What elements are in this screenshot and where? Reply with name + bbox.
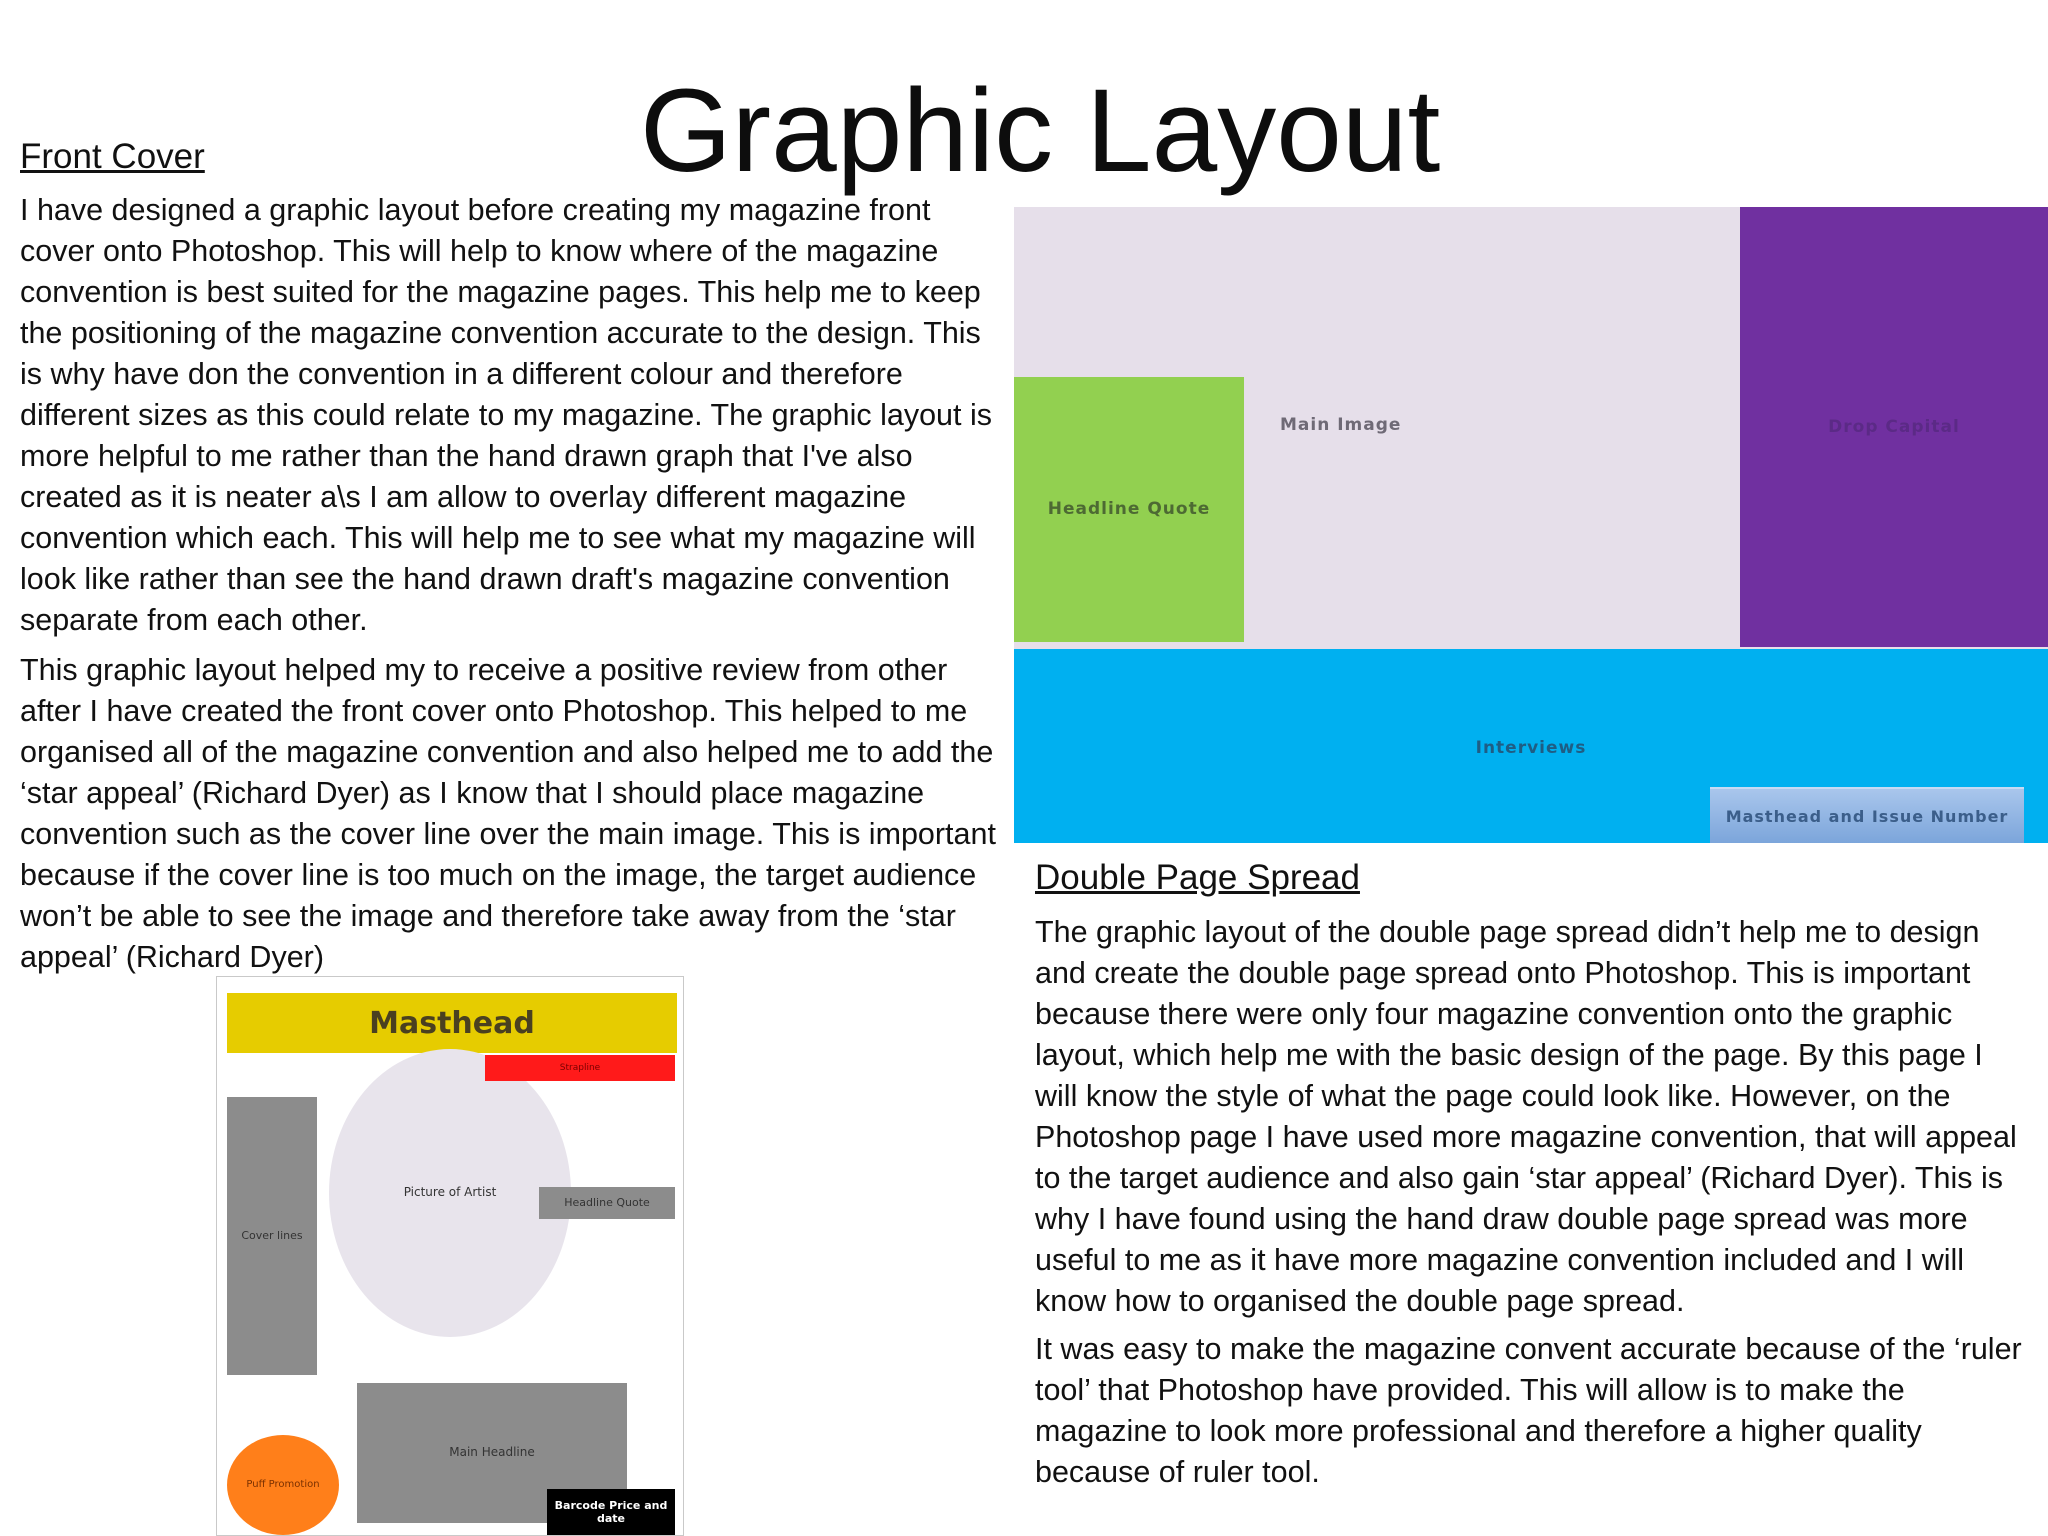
dps-headline-quote-box: Headline Quote — [1014, 377, 1244, 642]
double-page-spread-heading: Double Page Spread — [1035, 858, 1360, 897]
double-page-spread-paragraph-2: It was easy to make the magazine convent accurate because of the ‘ruler tool’ that Photoshop have provided. This will allow is to make the magazine to look more professional and therefore a higher quality because of ruler tool. — [1035, 1332, 2022, 1489]
fc-masthead-box: Masthead — [227, 993, 677, 1053]
dps-masthead-issue-box: Masthead and Issue Number — [1710, 787, 2024, 843]
page-title: Graphic Layout — [640, 65, 1441, 197]
fc-headline-quote-box: Headline Quote — [539, 1187, 675, 1219]
front-cover-heading: Front Cover — [20, 137, 205, 176]
fc-cover-lines-box: Cover lines — [227, 1097, 317, 1375]
fc-main-headline-box: Main Headline — [357, 1383, 627, 1523]
front-cover-paragraph-1: I have designed a graphic layout before creating my magazine front cover onto Photoshop. This will help to know where of the magazine convention is best suited for the magazine pages. This help me to keep the positioning of the magazine convention accurate to the design. This is why have don the convention in a different colour and therefore different sizes as this could relate to my magazine. The graphic layout is more helpful to me rather than the hand drawn graph that I've also created as it is neater a\s I am allow to overlay different magazine convention which each. This will help me to see what my magazine will look like rather than see the hand drawn draft's magazine convention separate from each other. — [20, 193, 992, 637]
front-cover-layout-diagram — [216, 976, 684, 1536]
front-cover-paragraph-2: This graphic layout helped my to receive a positive review from other after I have created the front cover onto Photoshop. This helped to me organised all of the magazine convention and also helped me to add the ‘star appeal’ (Richard Dyer) as I know that I should place magazine convention such as the cover line over the main image. This is important because if the cover line is too much on the image, the target audience won’t be able to see the image and therefore take away from the ‘star appeal’ (Richard Dyer) — [20, 653, 996, 974]
fc-picture-of-artist: Picture of Artist — [329, 1049, 571, 1337]
dps-drop-capital-box: Drop Capital — [1740, 207, 2048, 647]
double-page-spread-paragraph-1: The graphic layout of the double page spread didn’t help me to design and create the double page spread onto Photoshop. This is important because there were only four magazine convention onto the graphic layout, which help me with the basic design of the page. By this page I will know the style of what the page could look like. However, on the Photoshop page I have used more magazine convention, that will appeal to the target audience and also gain ‘star appeal’ (Richard Dyer). This is why I have found using the hand draw double page spread was more useful to me as it have more magazine convention included and I will know how to organised the double page spread. — [1035, 915, 2017, 1318]
dps-interviews-box: Interviews — [1014, 649, 2048, 843]
double-page-spread-layout-diagram — [1014, 207, 2048, 843]
dps-main-image-label: Main Image — [1280, 415, 1402, 435]
fc-barcode-box: Barcode Price and date — [547, 1489, 675, 1536]
fc-puff-promotion-circle: Puff Promotion — [227, 1435, 339, 1535]
fc-strapline-box: Strapline — [485, 1055, 675, 1081]
